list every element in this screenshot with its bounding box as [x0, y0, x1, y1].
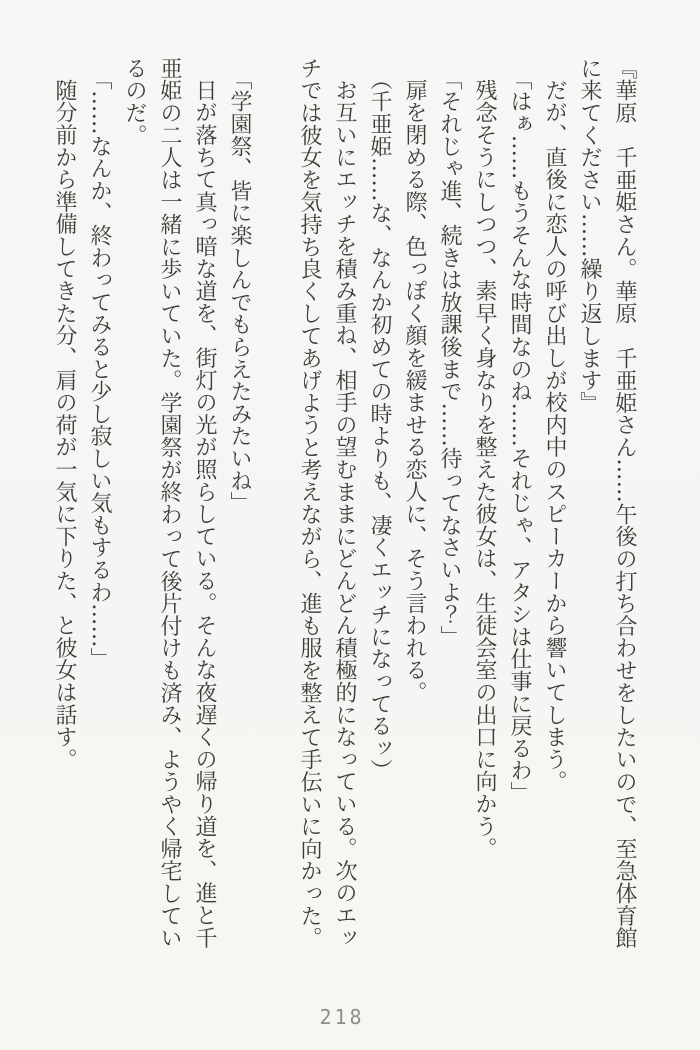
paragraph-narration: 随分前から準備してきた分、肩の荷が一気に下りた、と彼女は話す。 — [52, 79, 77, 771]
scene-break — [257, 57, 292, 954]
paragraph-narration: だが、直後に恋人の呼び出しが校内中のスピーカーから響いてしまう。 — [542, 79, 567, 793]
paragraph-narration: お互いにエッチを積み重ね、相手の望むままにどんどん積極的になっている。次のエッチでは彼女を気持ち良くしてあげようと考えながら、進も服を整えて手伝いに向かった。 — [297, 57, 357, 949]
paragraph-dialogue: 「それじゃ進、続きは放課後まで……待ってなさいよ？」 — [437, 68, 462, 648]
page-number: 218 — [319, 1005, 365, 1029]
paragraph-thought: （千亜姫……な、なんか初めての時よりも、凄くエッチになってるッ） — [367, 68, 392, 782]
paragraph-announcement: 『華原 千亜姫さん。華原 千亜姫さん……午後の打ち合わせをしたいので、至急体育館に来てください……繰り返します』 — [577, 57, 637, 949]
vertical-text-block — [47, 57, 642, 954]
paragraph-narration: 日が落ちて真っ暗な道を、街灯の光が照らしている。そんな夜遅くの帰り道を、進と千亜姫の二人は一緒に歩いていた。学園祭が終わって後片付けも済み、ようやく帰宅しているのだ。 — [122, 57, 217, 949]
paragraph-narration: 扉を閉める際、色っぽく顔を緩ませる恋人に、そう言われる。 — [402, 79, 427, 704]
paragraph-dialogue: 「はぁ……もうそんな時間なのね……それじゃ、アタシは仕事に戻るわ」 — [507, 68, 532, 804]
paragraph-dialogue: 「……なんか、終わってみると少し寂しい気もするわ……」 — [87, 68, 112, 671]
paragraph-narration: 残念そうにしつつ、素早く身なりを整えた彼女は、生徒会室の出口に向かう。 — [472, 79, 497, 860]
paragraph-dialogue: 「学園祭、皆に楽しんでもらえたみたいね」 — [227, 68, 252, 514]
